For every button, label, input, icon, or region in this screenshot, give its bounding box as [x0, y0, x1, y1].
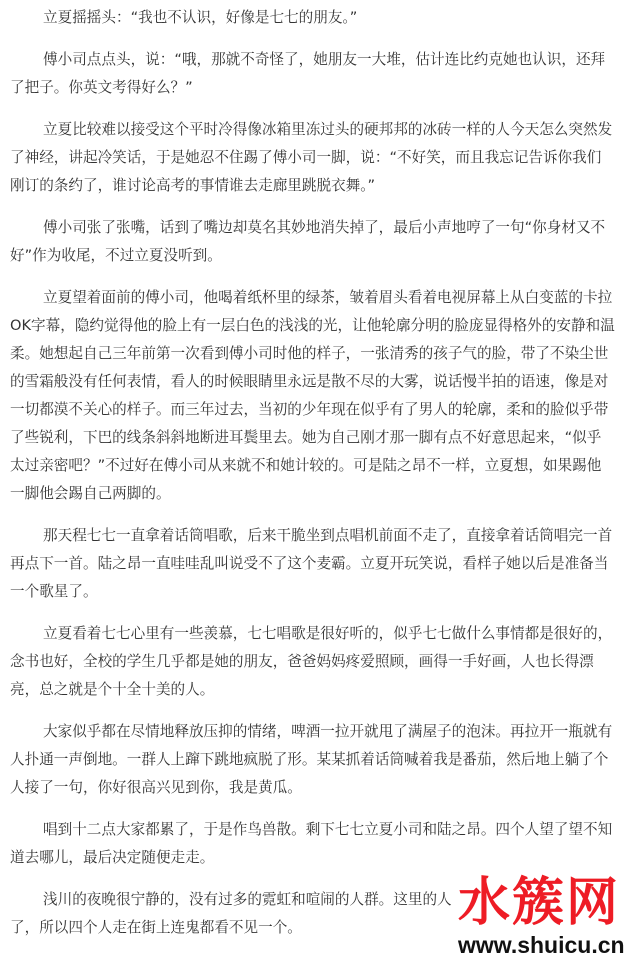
watermark-url: www.shuicu.cn — [458, 932, 625, 958]
paragraph — [10, 116, 635, 200]
watermark-name: 水簇网 — [458, 872, 621, 933]
text-line: 好”作为收尾，不过立夏没听到。 — [10, 247, 222, 264]
paragraph — [10, 816, 635, 872]
text-line: 立夏望着面前的傅小司，他喝着纸杯里的绿茶，皱着眉头看着电视屏幕上从白变蓝的卡拉 — [43, 289, 613, 306]
text-line: 柔。她想起自己三年前第一次看到傅小司时他的样子，一张清秀的孩子气的脸，带了不染尘世 — [10, 345, 609, 362]
text-line: 唱到十二点大家都累了，于是作鸟兽散。剩下七七立夏小司和陆之昂。四个人望了望不知 — [43, 821, 613, 838]
paragraph — [10, 4, 635, 32]
text-line: OK字幕，隐约觉得他的脸上有一层白色的浅浅的光，让他轮廓分明的脸庞显得格外的安静和温 — [10, 317, 615, 334]
text-line: 道去哪儿，最后决定随便走走。 — [10, 849, 215, 866]
paragraph — [10, 46, 635, 102]
paragraph — [10, 718, 635, 802]
text-line: 一个歌星了。 — [10, 583, 98, 600]
text-line: 的雪霜般没有任何表情，看人的时候眼睛里永远是散不尽的大雾，说话慢半拍的语速，像是对 — [10, 373, 609, 390]
text-line: 立夏比较难以接受这个平时冷得像冰箱里冻过头的硬邦邦的冰砖一样的人今天怎么突然发 — [43, 121, 613, 138]
text-line: 念书也好，全校的学生几乎都是她的朋友，爸爸妈妈疼爱照顾，画得一手好画，人也长得漂 — [10, 653, 594, 670]
text-line: 人接了一句，你好很高兴见到你，我是黄瓜。 — [10, 779, 302, 796]
text-line: 立夏摇摇头：“我也不认识，好像是七七的朋友。” — [43, 9, 358, 26]
watermark-logo — [458, 874, 624, 962]
text-line: 亮，总之就是个十全十美的人。 — [10, 681, 215, 698]
text-line: 傅小司点点头，说：“哦，那就不奇怪了，她朋友一大堆，估计连比约克她也认识，还拜 — [43, 51, 606, 68]
article-body — [10, 4, 635, 956]
paragraph — [10, 620, 635, 704]
paragraph — [10, 214, 635, 270]
text-line: 大家似乎都在尽情地释放压抑的情绪，啤酒一拉开就甩了满屋子的泡沫。再拉开一瓶就有 — [43, 723, 613, 740]
text-line: 那天程七七一直拿着话筒唱歌，后来干脆坐到点唱机前面不走了，直接拿着话筒唱完一首 — [43, 527, 613, 544]
text-line: 人扑通一声倒地。一群人上蹿下跳地疯脱了形。某某抓着话筒喊着我是番茄，然后地上躺了个 — [10, 751, 609, 768]
text-line: 一脚他会踢自己两脚的。 — [10, 485, 171, 502]
text-line: 了些锐利，下巴的线条斜斜地断进耳鬓里去。她为自己刚才那一脚有点不好意思起来，“似乎 — [10, 429, 602, 446]
text-line: 立夏看着七七心里有一些羡慕，七七唱歌是很好听的，似乎七七做什么事情都是很好的， — [43, 625, 613, 642]
text-line: 了，所以四个人走在街上连鬼都看不见一个。 — [10, 919, 302, 936]
text-line: 刚订的条约了，谁讨论高考的事情谁去走廊里跳脱衣舞。” — [10, 177, 376, 194]
text-line: 一切都漠不关心的样子。而三年过去，当初的少年现在似乎有了男人的轮廓，柔和的脸似乎带 — [10, 401, 609, 418]
text-line: 了把子。你英文考得好么？” — [10, 79, 193, 96]
text-line: 了神经，讲起冷笑话，于是她忍不住踢了傅小司一脚，说：“不好笑，而且我忘记告诉你我们 — [10, 149, 602, 166]
text-line: 再点下一首。陆之昂一直哇哇乱叫说受不了这个麦霸。立夏开玩笑说，看样子她以后是准备当 — [10, 555, 609, 572]
text-line: 浅川的夜晚很宁静的，没有过多的霓虹和喧闹的人群。这里的人 — [43, 891, 452, 908]
text-line: 太过亲密吧？”不过好在傅小司从来就不和她计较的。可是陆之昂不一样，立夏想，如果踢他 — [10, 457, 602, 474]
paragraph — [10, 284, 635, 508]
paragraph — [10, 522, 635, 606]
text-line: 傅小司张了张嘴，话到了嘴边却莫名其妙地消失掉了，最后小声地哼了一句“你身材又不 — [43, 219, 606, 236]
